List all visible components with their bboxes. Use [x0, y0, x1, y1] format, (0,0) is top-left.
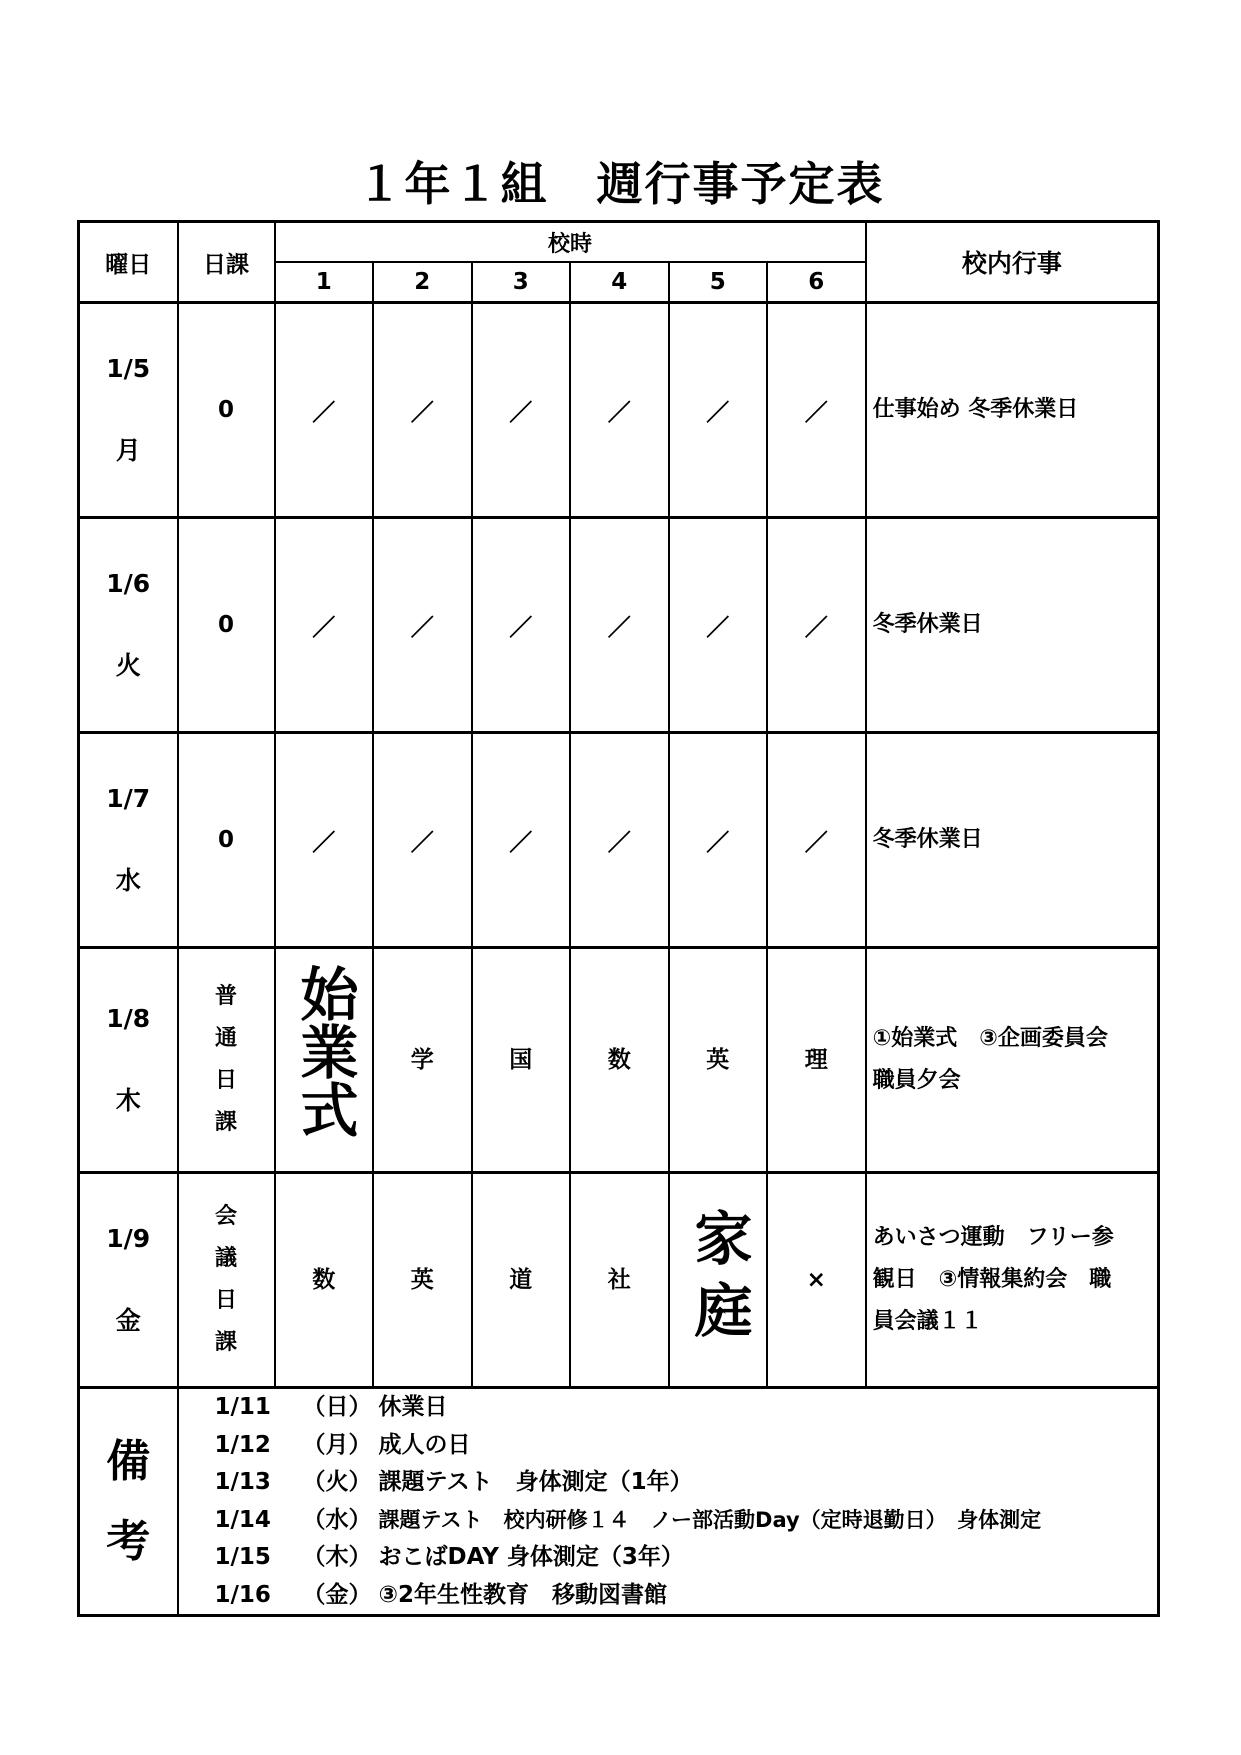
- curriculum-header: 日課: [178, 222, 275, 303]
- list-item: [179, 1577, 1158, 1615]
- table-row: [79, 1173, 1159, 1388]
- period-cell: 数: [570, 948, 669, 1173]
- event-line: あいさつ運動 フリー参: [872, 1225, 1114, 1250]
- events-cell: [866, 1173, 1159, 1388]
- curriculum-cell: 0: [178, 733, 275, 948]
- curriculum-char: 普: [214, 984, 237, 1009]
- period-cell: ／: [373, 518, 472, 733]
- period-cell: 英: [669, 948, 768, 1173]
- notes-row: [79, 1388, 1159, 1616]
- curriculum-char: 課: [214, 1330, 237, 1355]
- events-cell: 仕事始め 冬季休業日: [866, 303, 1159, 518]
- period-subject-vertical: 家庭: [684, 1208, 753, 1352]
- events-cell: [866, 948, 1159, 1173]
- note-date: 1/11: [214, 1394, 271, 1420]
- period-cell: ／: [373, 733, 472, 948]
- period-number: 3: [472, 262, 571, 303]
- list-item: [179, 1389, 1158, 1427]
- period-number: 6: [767, 262, 866, 303]
- list-item: [179, 1539, 1158, 1577]
- weekday: 木: [115, 1086, 141, 1115]
- curriculum-char: 課: [214, 1110, 237, 1135]
- date: 1/6: [106, 569, 151, 598]
- period-cell: ／: [570, 733, 669, 948]
- list-item: [179, 1502, 1158, 1540]
- header-row: [79, 222, 1159, 263]
- note-weekday: （日）: [302, 1394, 372, 1420]
- period-cell: [275, 948, 374, 1173]
- period-cell: ／: [472, 303, 571, 518]
- note-weekday: （金）: [302, 1581, 372, 1608]
- note-date: 1/12: [214, 1431, 271, 1458]
- period-number: 4: [570, 262, 669, 303]
- table-row: [79, 518, 1159, 733]
- date-cell: [79, 1173, 178, 1388]
- table-row: [79, 303, 1159, 518]
- list-item: [179, 1427, 1158, 1465]
- period-cell: ／: [275, 303, 374, 518]
- note-weekday: （木）: [302, 1544, 372, 1570]
- period-subject-vertical: 始業式: [290, 964, 359, 1138]
- notes-label-char: 備: [106, 1435, 151, 1487]
- period-cell: ／: [275, 518, 374, 733]
- note-text: 課題テスト 校内研修１４ ノー部活動Day（定時退勤日） 身体測定: [378, 1507, 1042, 1532]
- curriculum-cell: [178, 1173, 275, 1388]
- period-cell: ／: [767, 733, 866, 948]
- period-cell: 国: [472, 948, 571, 1173]
- curriculum-char: 通: [214, 1026, 237, 1051]
- period-cell: ／: [570, 518, 669, 733]
- day-header: 曜日: [79, 222, 178, 303]
- notes-cell: [178, 1388, 1159, 1616]
- periods-header: 校時: [275, 222, 866, 263]
- period-number: 1: [275, 262, 374, 303]
- table-row: [79, 948, 1159, 1173]
- notes-label-cell: [79, 1388, 178, 1616]
- events-cell: 冬季休業日: [866, 518, 1159, 733]
- period-cell: 道: [472, 1173, 571, 1388]
- event-line: 員会議１１: [872, 1309, 983, 1334]
- note-date: 1/16: [214, 1581, 271, 1608]
- page-title: １年１組 週行事予定表: [356, 157, 885, 211]
- period-cell: ／: [669, 733, 768, 948]
- table-row: [79, 733, 1159, 948]
- date-cell: [79, 518, 178, 733]
- period-cell: 数: [275, 1173, 374, 1388]
- note-weekday: （月）: [302, 1431, 372, 1458]
- curriculum-cell: [178, 948, 275, 1173]
- note-date: 1/13: [214, 1469, 271, 1495]
- curriculum-char: 日: [214, 1288, 237, 1313]
- period-cell: ／: [767, 518, 866, 733]
- date-cell: [79, 303, 178, 518]
- note-text: 休業日: [378, 1394, 448, 1420]
- date: 1/5: [106, 354, 151, 383]
- period-cell: ／: [570, 303, 669, 518]
- period-cell: ／: [669, 518, 768, 733]
- curriculum-cell: 0: [178, 303, 275, 518]
- period-cell: 理: [767, 948, 866, 1173]
- schedule-table: [77, 220, 1160, 1617]
- note-text: ③2年生性教育 移動図書館: [378, 1581, 667, 1608]
- date: 1/8: [106, 1004, 151, 1033]
- period-cell: ／: [767, 303, 866, 518]
- event-line: ①始業式 ③企画委員会: [872, 1026, 1108, 1051]
- note-weekday: （水）: [302, 1506, 372, 1533]
- events-cell: 冬季休業日: [866, 733, 1159, 948]
- period-cell: ／: [275, 733, 374, 948]
- curriculum-cell: 0: [178, 518, 275, 733]
- period-cell: [669, 1173, 768, 1388]
- event-line: 観日 ③情報集約会 職: [872, 1267, 1112, 1292]
- period-cell: 英: [373, 1173, 472, 1388]
- weekday: 火: [115, 651, 141, 680]
- period-cell: ／: [373, 303, 472, 518]
- curriculum-char: 議: [214, 1246, 237, 1271]
- note-date: 1/15: [214, 1544, 271, 1570]
- curriculum-char: 日: [214, 1068, 237, 1093]
- date-cell: [79, 948, 178, 1173]
- curriculum-char: 会: [214, 1204, 237, 1229]
- date: 1/7: [106, 784, 151, 813]
- events-header: 校内行事: [866, 222, 1159, 303]
- event-line: 職員夕会: [872, 1068, 961, 1093]
- note-text: おこばDAY 身体測定（3年）: [378, 1544, 684, 1570]
- note-text: 成人の日: [378, 1431, 471, 1458]
- date-cell: [79, 733, 178, 948]
- period-number: 2: [373, 262, 472, 303]
- period-cell: ／: [472, 518, 571, 733]
- weekday: 水: [115, 866, 141, 895]
- period-cell: ／: [669, 303, 768, 518]
- period-cell: ×: [767, 1173, 866, 1388]
- period-cell: 社: [570, 1173, 669, 1388]
- date: 1/9: [106, 1224, 151, 1253]
- note-text: 課題テスト 身体測定（1年）: [378, 1469, 693, 1495]
- period-cell: ／: [472, 733, 571, 948]
- note-weekday: （火）: [302, 1469, 372, 1495]
- period-number: 5: [669, 262, 768, 303]
- period-cell: 学: [373, 948, 472, 1173]
- notes-label-char: 考: [106, 1515, 151, 1567]
- list-item: [179, 1464, 1158, 1502]
- weekday: 月: [115, 436, 141, 465]
- note-date: 1/14: [214, 1506, 271, 1533]
- weekday: 金: [115, 1306, 141, 1335]
